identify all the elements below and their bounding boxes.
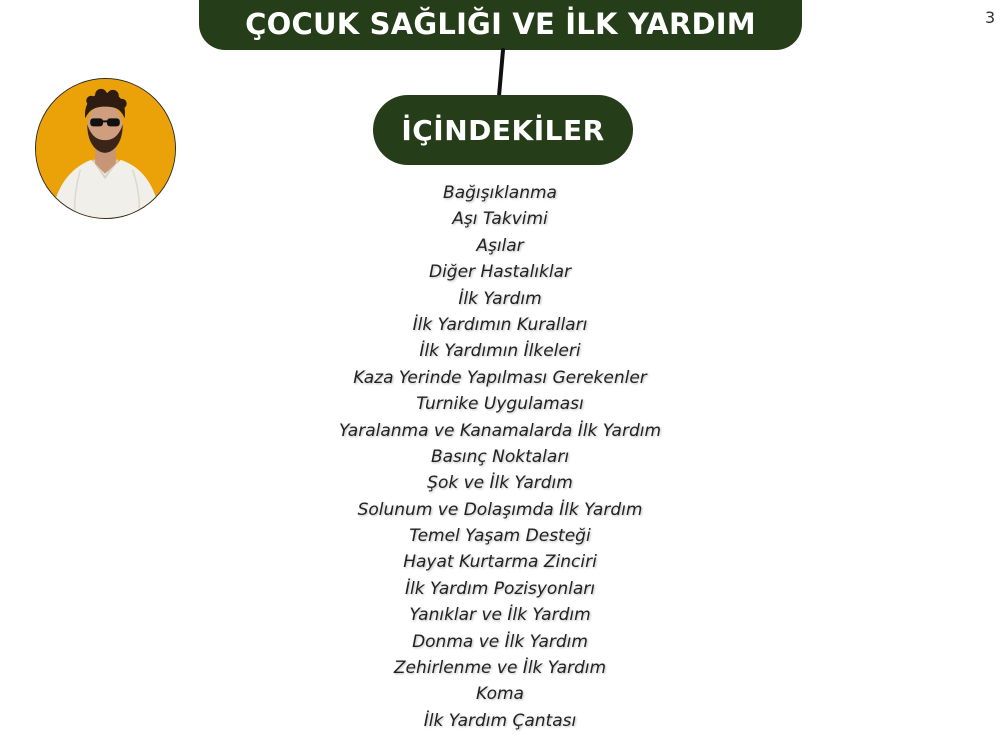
page-number: 3: [985, 8, 996, 27]
toc-item: Temel Yaşam Desteği: [409, 526, 591, 547]
toc-item: İlk Yardımın Kuralları: [412, 314, 588, 335]
toc-item: Kaza Yerinde Yapılması Gerekenler: [353, 367, 647, 388]
toc-item: Donma ve İlk Yardım: [412, 631, 588, 652]
document-title: ÇOCUK SAĞLIĞI VE İLK YARDIM: [199, 0, 802, 50]
toc-item: Turnike Uygulaması: [416, 394, 584, 415]
avatar: [35, 78, 176, 219]
toc-item: İlk Yardım Pozisyonları: [405, 578, 595, 599]
toc-item: Zehirlenme ve İlk Yardım: [393, 658, 607, 679]
toc-item: İlk Yardımın İlkeleri: [419, 341, 581, 362]
toc-item: Bağışıklanma: [443, 183, 557, 203]
toc-item: Koma: [476, 684, 524, 705]
toc-item: İlk Yardım Çantası: [423, 710, 577, 731]
toc-item: Şok ve İlk Yardım: [427, 473, 573, 494]
toc-item: Yaralanma ve Kanamalarda İlk Yardım: [338, 420, 662, 441]
toc-item: Basınç Noktaları: [430, 446, 570, 467]
toc-item: Yanıklar ve İlk Yardım: [409, 605, 591, 626]
toc-item: Aşı Takvimi: [452, 209, 548, 230]
toc-item: Aşılar: [476, 235, 524, 256]
toc-item: Hayat Kurtarma Zinciri: [403, 552, 597, 573]
toc-item: İlk Yardım: [458, 288, 542, 309]
section-heading: İÇİNDEKİLER: [373, 95, 633, 165]
toc-item: Solunum ve Dolaşımda İlk Yardım: [357, 499, 643, 520]
table-of-contents: [250, 180, 750, 734]
toc-item: Diğer Hastalıklar: [428, 262, 572, 283]
person-photo-icon: [36, 79, 175, 218]
